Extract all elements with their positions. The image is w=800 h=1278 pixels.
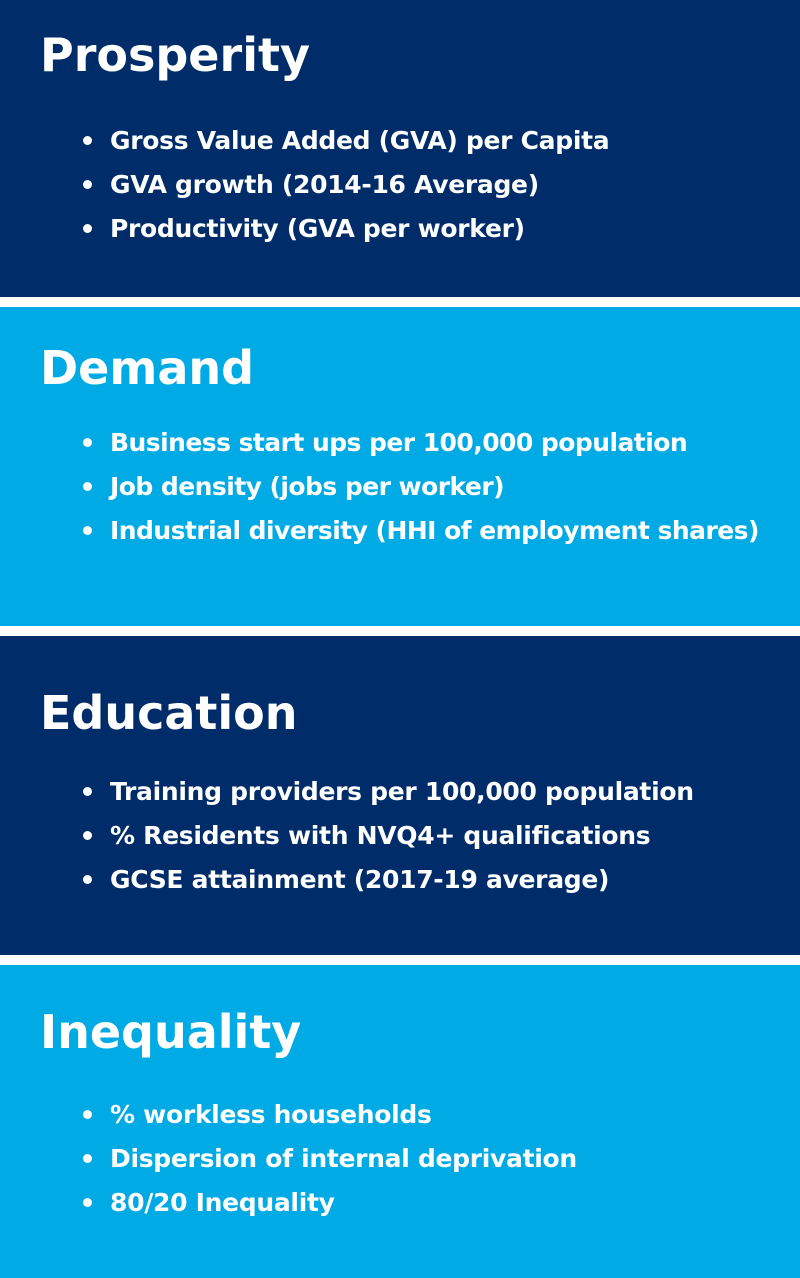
list-item <box>80 470 759 514</box>
bullet-icon <box>83 482 92 491</box>
bullet-list <box>80 1098 577 1230</box>
panel-title: Demand <box>40 341 255 395</box>
list-item-text: Industrial diversity (HHI of employment shares) <box>110 516 759 545</box>
list-item-text: Business start ups per 100,000 population <box>110 428 688 457</box>
list-item-text: Training providers per 100,000 population <box>110 777 694 806</box>
list-item <box>80 819 694 863</box>
bullet-icon <box>83 224 92 233</box>
bullet-icon <box>83 526 92 535</box>
list-item-text: % Residents with NVQ4+ qualifications <box>110 821 651 850</box>
list-item <box>80 775 694 819</box>
list-item <box>80 212 609 256</box>
list-item <box>80 514 759 558</box>
list-item <box>80 124 609 168</box>
list-item <box>80 1098 577 1142</box>
bullet-icon <box>83 875 92 884</box>
list-item <box>80 168 609 212</box>
list-item-text: Gross Value Added (GVA) per Capita <box>110 126 610 155</box>
panel-education <box>0 636 800 955</box>
list-item <box>80 426 759 470</box>
bullet-list <box>80 124 609 256</box>
bullet-icon <box>83 1198 92 1207</box>
panel-demand <box>0 307 800 626</box>
panel-title: Inequality <box>40 1005 302 1059</box>
bullet-icon <box>83 180 92 189</box>
bullet-icon <box>83 831 92 840</box>
panel-inequality <box>0 965 800 1278</box>
list-item-text: Dispersion of internal deprivation <box>110 1144 577 1173</box>
bullet-list <box>80 775 694 907</box>
bullet-list <box>80 426 759 558</box>
list-item-text: Job density (jobs per worker) <box>110 472 504 501</box>
list-item-text: GVA growth (2014-16 Average) <box>110 170 539 199</box>
list-item <box>80 863 694 907</box>
panel-prosperity <box>0 0 800 297</box>
list-item-text: Productivity (GVA per worker) <box>110 214 525 243</box>
bullet-icon <box>83 1110 92 1119</box>
bullet-icon <box>83 136 92 145</box>
list-item-text: % workless households <box>110 1100 432 1129</box>
bullet-icon <box>83 1154 92 1163</box>
list-item <box>80 1186 577 1230</box>
list-item <box>80 1142 577 1186</box>
bullet-icon <box>83 438 92 447</box>
panel-title: Education <box>40 686 298 740</box>
bullet-icon <box>83 787 92 796</box>
list-item-text: GCSE attainment (2017-19 average) <box>110 865 610 894</box>
panel-title: Prosperity <box>40 28 310 82</box>
list-item-text: 80/20 Inequality <box>110 1188 335 1217</box>
